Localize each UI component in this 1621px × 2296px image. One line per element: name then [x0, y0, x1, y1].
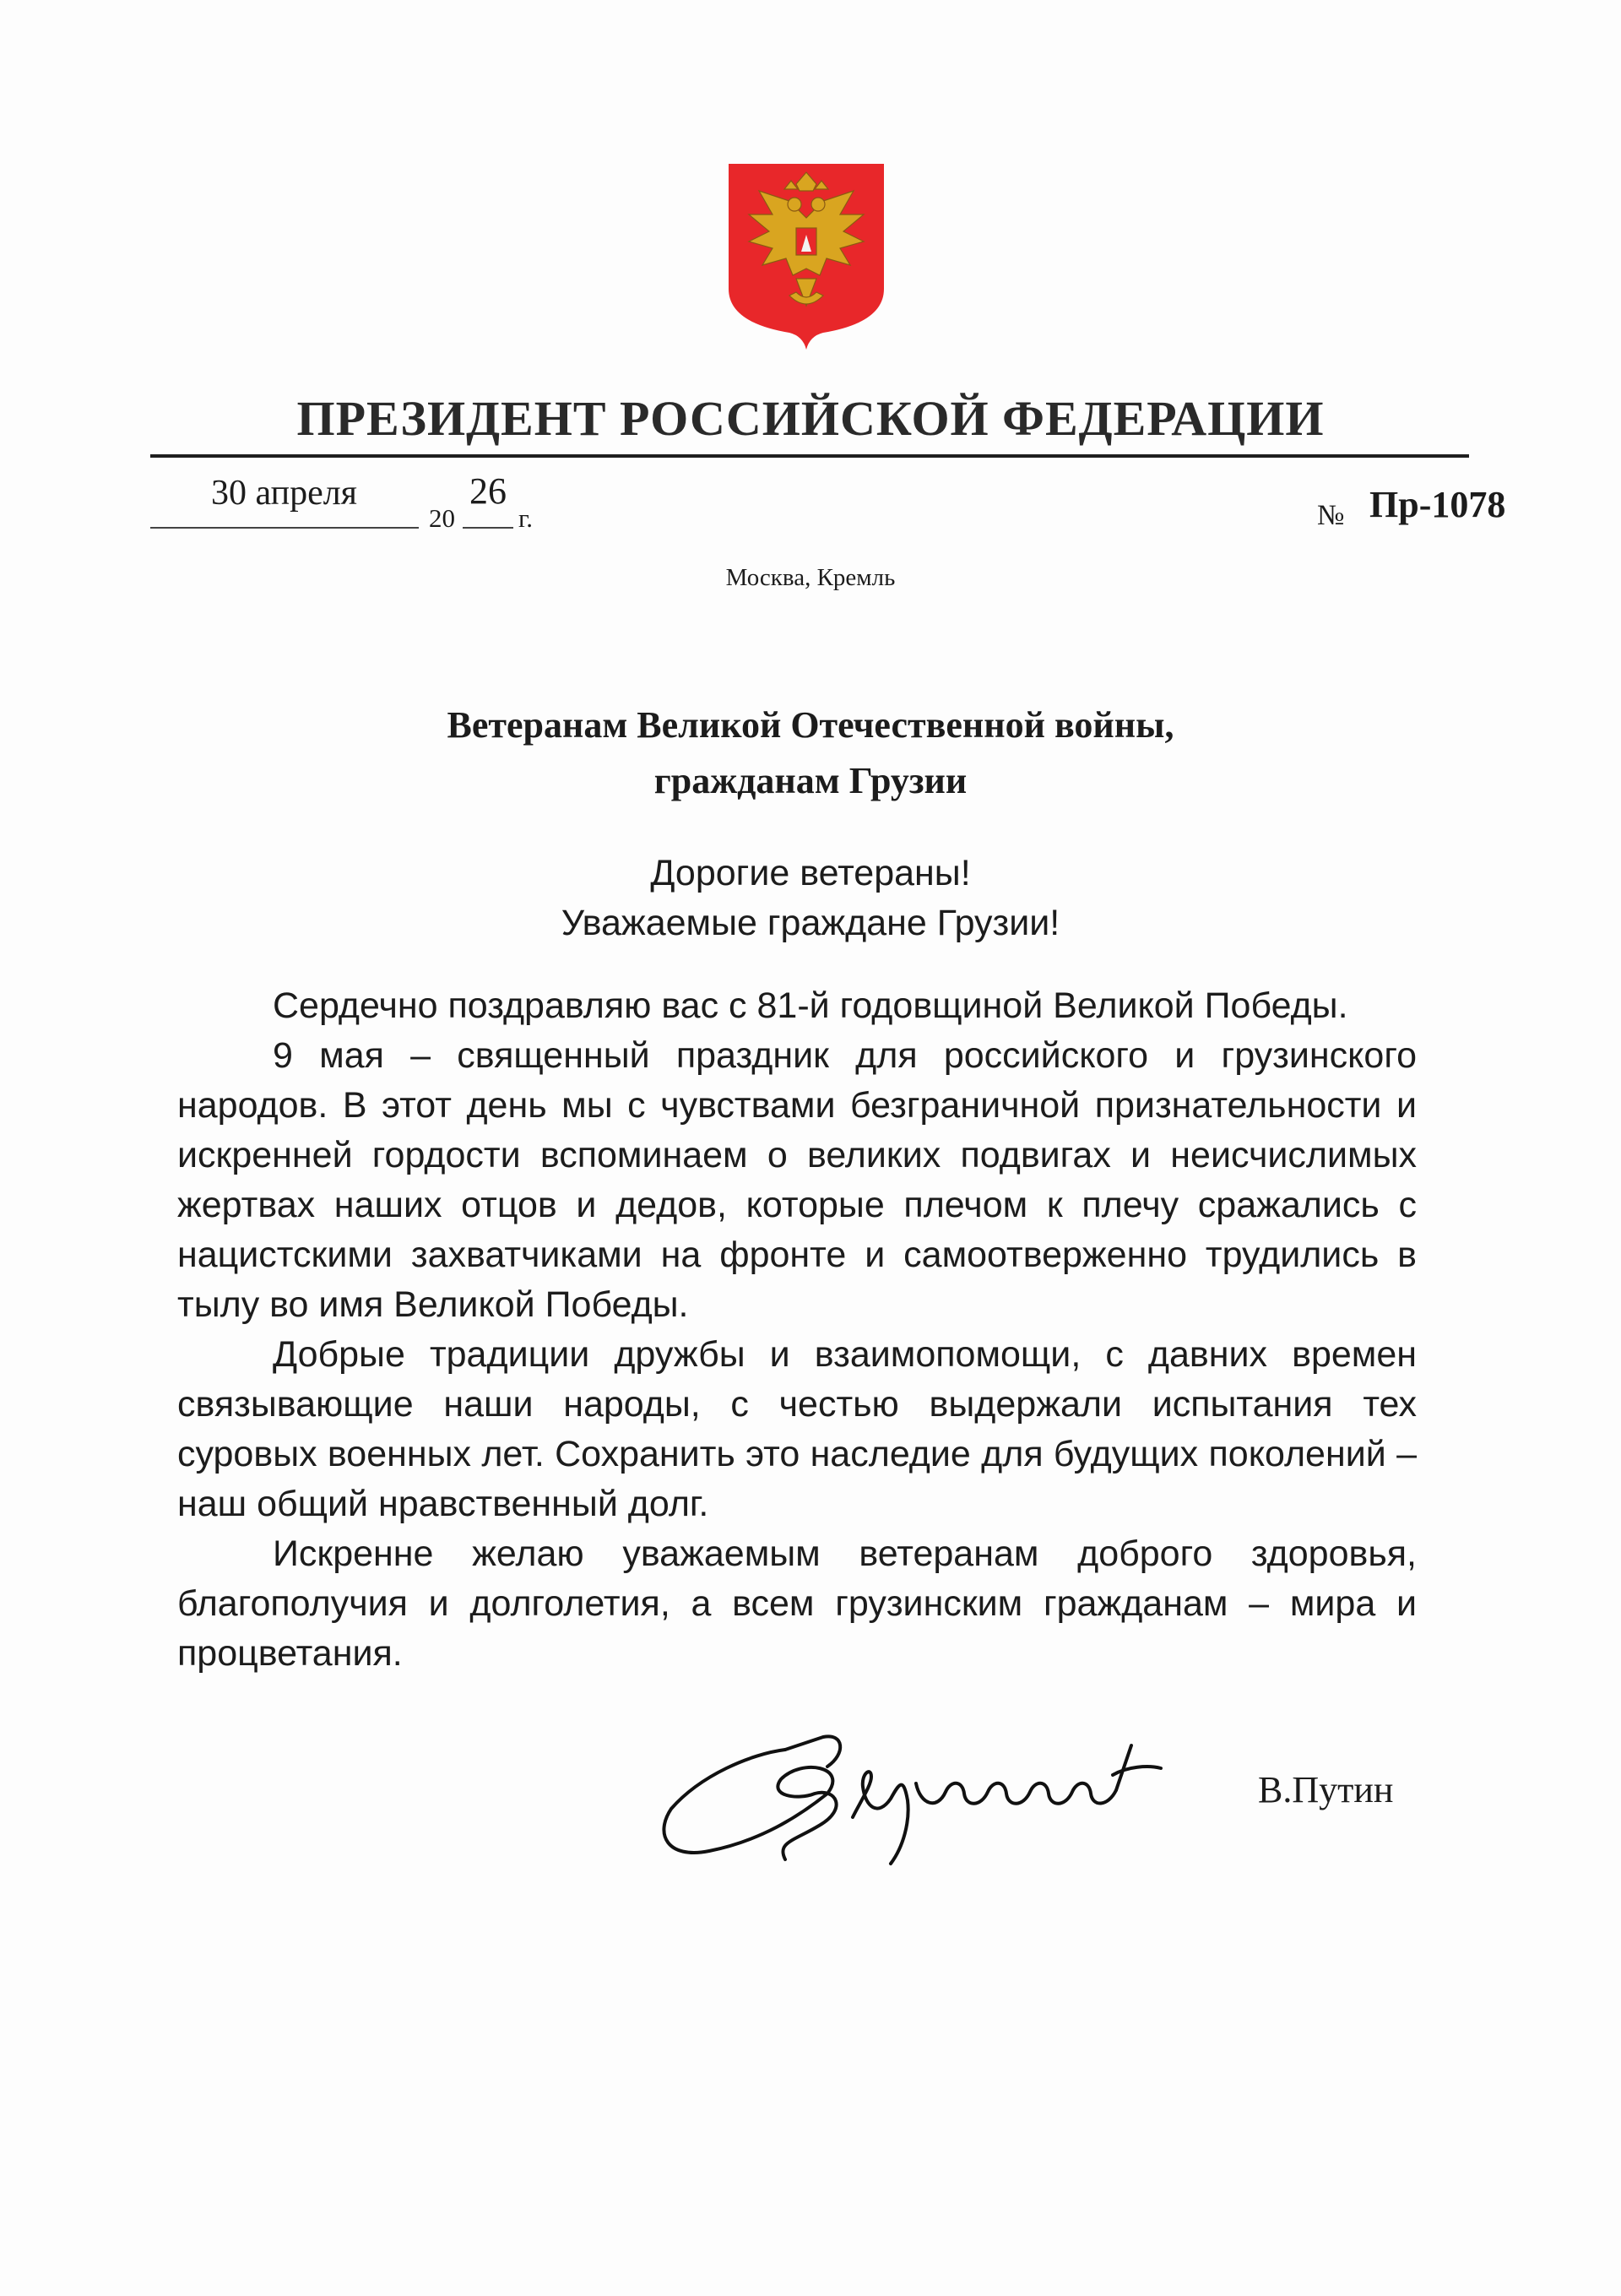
salutation-block: [0, 849, 1621, 948]
body-paragraph: Добрые традиции дружбы и взаимопомощи, с давних времен связывающие наши народы, с честью выдержали испытания тех суровых военных лет. Сохранить это наследие для будущих поколений – наш общий нравственный долг.: [177, 1334, 1417, 1524]
date-day-month: 30 апреля: [211, 474, 357, 513]
heading-divider: [150, 454, 1469, 458]
letter-body: [177, 981, 1417, 1679]
addressee-line: Ветеранам Великой Отечественной войны,: [447, 704, 1174, 746]
signer-name: В.Путин: [1258, 1769, 1394, 1810]
date-suffix: г.: [518, 503, 533, 533]
salutation-line: Уважаемые граждане Грузии!: [561, 903, 1060, 943]
issuer-heading: ПРЕЗИДЕНТ РОССИЙСКОЙ ФЕДЕРАЦИИ: [296, 391, 1325, 446]
body-paragraph: Сердечно поздравляю вас с 81-й годовщиной Великой Победы.: [273, 985, 1348, 1026]
salutation-line: Дорогие ветераны!: [650, 853, 971, 893]
place-of-issue: Москва, Кремль: [725, 564, 896, 591]
coat-of-arms-icon: [722, 157, 891, 353]
date-century: 20: [429, 503, 455, 533]
handwritten-signature: [650, 1716, 1190, 1876]
body-paragraph: Искренне желаю уважаемым ветеранам доброго здоровья, благополучия и долголетия, а всем грузинским гражданам – мира и процветания.: [177, 1533, 1417, 1674]
number-sign: №: [1317, 500, 1345, 531]
addressee-line: гражданам Грузии: [653, 760, 968, 801]
addressee-block: [0, 697, 1621, 809]
year-underline: [463, 527, 513, 529]
date-underline: [150, 527, 419, 529]
body-paragraph: 9 мая – священный праздник для российского и грузинского народов. В этот день мы с чувствами безграничной признательности и искренней гордости вспоминаем о великих подвигах и неисчислимых жертвах наших отцов и дедов, которые плечом к плечу сражались с нацистскими захватчиками на фронте и самоотверженно трудились в тылу во имя Великой Победы.: [177, 1035, 1417, 1325]
document-number: Пр-1078: [1369, 484, 1506, 525]
date-year: 26: [469, 470, 507, 512]
